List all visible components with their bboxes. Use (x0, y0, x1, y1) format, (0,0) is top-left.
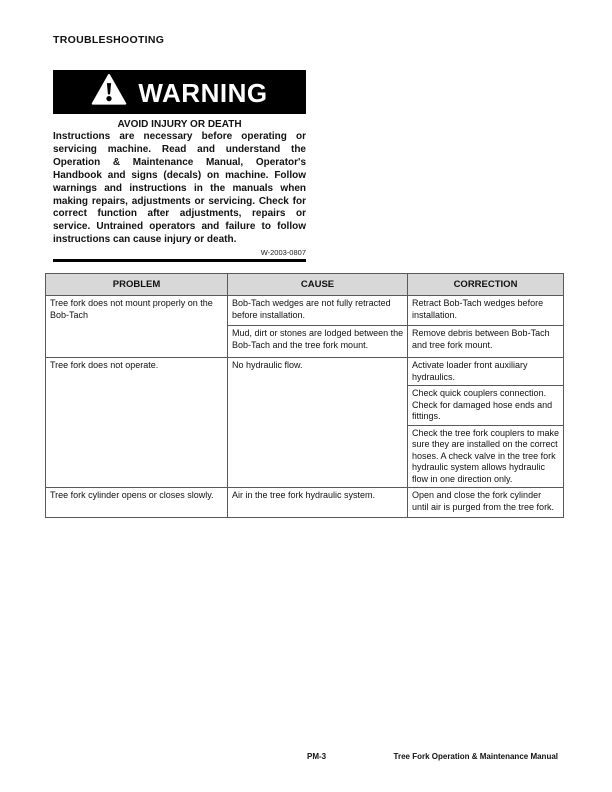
divider-rule (53, 259, 306, 262)
column-header-problem: PROBLEM (46, 274, 228, 296)
warning-heading: AVOID INJURY OR DEATH (117, 119, 242, 130)
correction-cell: Activate loader front auxiliary hydraulics. (408, 358, 564, 386)
correction-cell: Remove debris between Bob-Tach and tree fork mount. (408, 326, 564, 358)
warning-banner (53, 70, 306, 114)
troubleshooting-table (45, 273, 564, 518)
correction-cell: Check the tree fork couplers to make sure they are installed on the correct hoses. A check valve in the tree fork hydraulic system allows hydraulic flow in one direction only. (408, 425, 564, 488)
problem-cell: Tree fork cylinder opens or closes slowly. (46, 488, 228, 518)
table-row (46, 296, 564, 326)
warning-block (53, 70, 306, 262)
problem-cell: Tree fork does not operate. (46, 358, 228, 488)
table-row (46, 488, 564, 518)
correction-cell: Retract Bob-Tach wedges before installation. (408, 296, 564, 326)
warning-banner-label: WARNING (138, 77, 268, 108)
column-header-cause: CAUSE (228, 274, 408, 296)
correction-cell: Open and close the fork cylinder until air is purged from the tree fork. (408, 488, 564, 518)
table-row (46, 358, 564, 386)
warning-triangle-icon (91, 74, 127, 110)
warning-body-text: Instructions are necessary before operating or servicing machine. Read and understand the Operation & Maintenance Manual, Operator's Handbook and signs (decals) on machine. Follow warnings and instructions in the manuals when making repairs, adjustments or servicing. Check for correct function after adjustments, repairs or service. Untrained operators and failure to follow instructions can cause injury or death. (53, 131, 306, 246)
cause-cell: Air in the tree fork hydraulic system. (228, 488, 408, 518)
column-header-correction: CORRECTION (408, 274, 564, 296)
table-header-row (46, 274, 564, 296)
section-title: TROUBLESHOOTING (53, 34, 165, 46)
cause-cell: Bob-Tach wedges are not fully retracted before installation. (228, 296, 408, 326)
footer-page-number: PM-3 (307, 752, 327, 761)
cause-cell: No hydraulic flow. (228, 358, 408, 488)
page-footer (0, 752, 612, 764)
problem-cell: Tree fork does not mount properly on the Bob-Tach (46, 296, 228, 358)
cause-cell: Mud, dirt or stones are lodged between the Bob-Tach and the tree fork mount. (228, 326, 408, 358)
warning-reference-code: W-2003-0807 (260, 248, 306, 258)
correction-cell: Check quick couplers connection. Check for damaged hose ends and fittings. (408, 386, 564, 426)
footer-manual-title: Tree Fork Operation & Maintenance Manual (393, 752, 558, 761)
